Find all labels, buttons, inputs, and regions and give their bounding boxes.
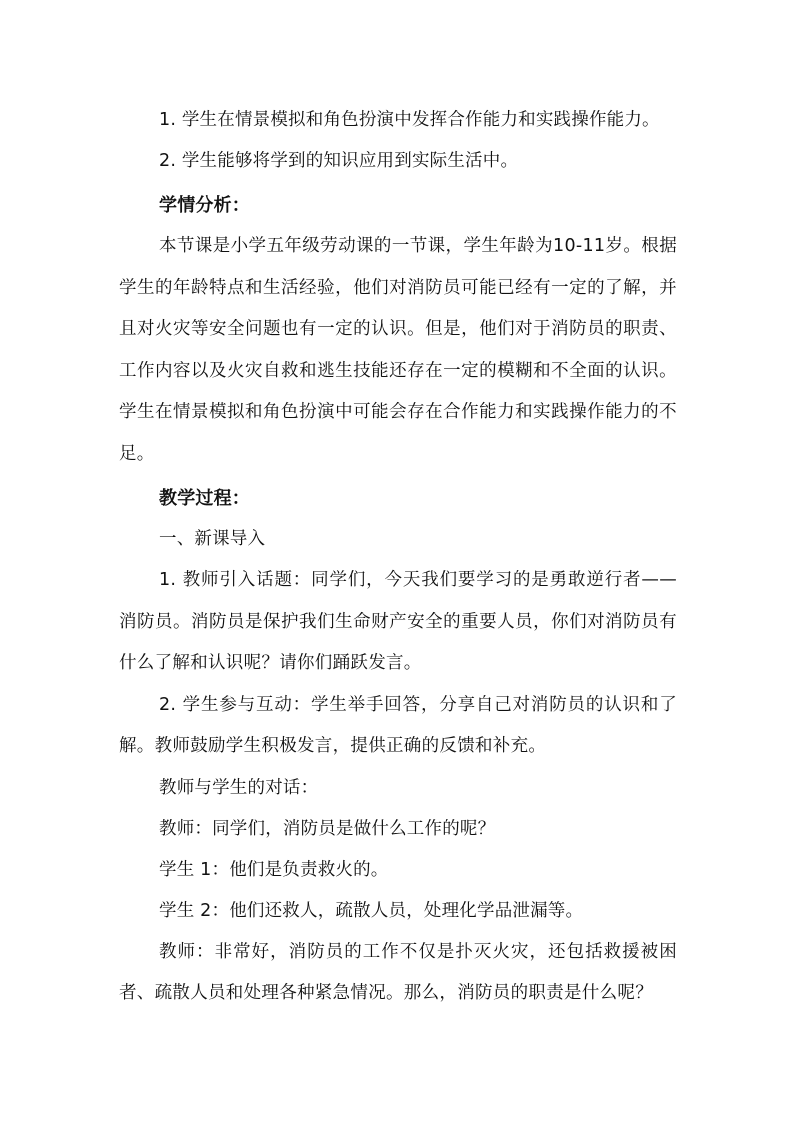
- dialog-line-teacher: 教师：同学们，消防员是做什么工作的呢？: [159, 818, 496, 839]
- dialog-line-student-2: 学生 2：他们还救人，疏散人员，处理化学品泄漏等。: [159, 900, 584, 921]
- process-item-2: 2. 学生参与互动：学生举手回答，分享自己对消防员的认识和了解。教师鼓励学生积极发言，提供正确的反馈和补充。: [119, 694, 677, 756]
- document-body: [119, 100, 677, 1015]
- dialog-intro: 教师与学生的对话：: [159, 777, 319, 798]
- teaching-process-heading: 教学过程：: [159, 488, 250, 509]
- section-heading-intro: 一、新课导入: [159, 529, 266, 549]
- learning-analysis-heading: 学情分析：: [159, 195, 250, 216]
- dialog-line-teacher-final: 教师：非常好，消防员的工作不仅是扑灭火灾，还包括救援被困者、疏散人员和处理各种紧急情况。那么，消防员的职责是什么呢？: [119, 941, 677, 1003]
- process-item-1: 1. 教师引入话题：同学们，今天我们要学习的是勇敢逆行者——消防员。消防员是保护我们生命财产安全的重要人员，你们对消防员有什么了解和认识呢？请你们踊跃发言。: [119, 570, 677, 673]
- dialog-line-student-1: 学生 1：他们是负责救火的。: [159, 859, 389, 880]
- objective-item-2: 2. 学生能够将学到的知识应用到实际生活中。: [159, 151, 519, 171]
- learning-analysis-paragraph: 本节课是小学五年级劳动课的一节课，学生年龄为10-11岁。根据学生的年龄特点和生活经验，他们对消防员可能已经有一定的了解，并且对火灾等安全问题也有一定的认识。但是，他们对于消防员的职责、工作内容以及火灾自救和逃生技能还存在一定的模糊和不全面的认识。学生在情景模拟和角色扮演中可能会存在合作能力和实践操作能力的不足。: [119, 236, 677, 464]
- objective-item-1: 1. 学生在情景模拟和角色扮演中发挥合作能力和实践操作能力。: [159, 110, 660, 130]
